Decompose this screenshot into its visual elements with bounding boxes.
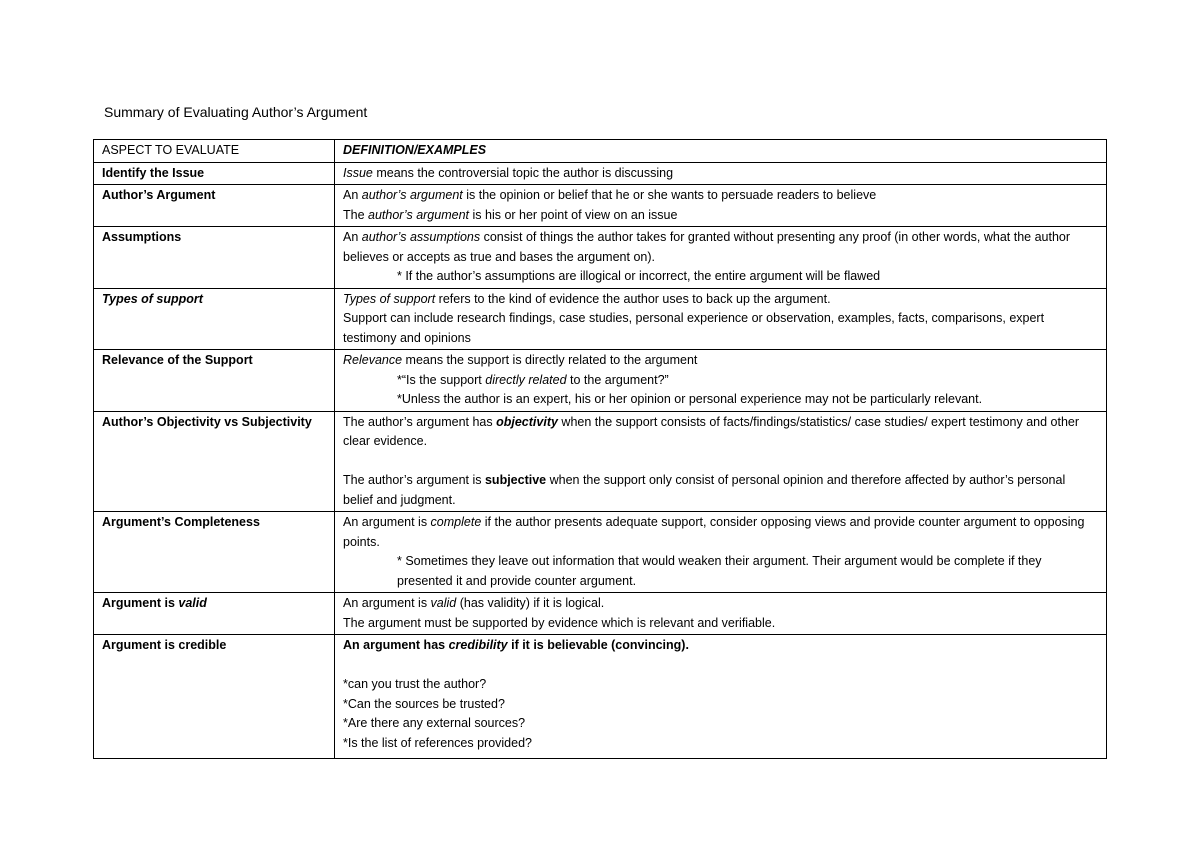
definition-cell: [335, 350, 1107, 412]
aspect-cell: [94, 593, 335, 635]
definition-cell: [335, 288, 1107, 350]
aspect-cell: Author’s Objectivity vs Subjectivity: [94, 411, 335, 512]
definition-text: An argument has: [343, 638, 449, 652]
header-definition: DEFINITION/EXAMPLES: [335, 140, 1107, 163]
question-text: *Is the list of references provided?: [343, 735, 532, 750]
document-title: Summary of Evaluating Author’s Argument: [104, 104, 368, 120]
definition-cell: [335, 411, 1107, 512]
definition-text: if the author presents adequate support, consider opposing views and provide counter argument to opposing points.: [343, 515, 1085, 549]
term: Types of support: [343, 291, 436, 306]
definition-text: when the support only consist of personal opinion and therefore affected by author’s personal belief and judgment.: [343, 473, 1066, 507]
definition-cell: [335, 512, 1107, 593]
table-row: [94, 227, 1107, 289]
question-text: *Are there any external sources?: [343, 716, 526, 730]
term: valid: [430, 596, 457, 610]
definition-text: means the support is directly related to the argument: [402, 353, 698, 367]
definition-text: means the controversial topic the author is discussing: [372, 165, 674, 180]
definition-text: An argument is: [343, 515, 431, 529]
table-row: [94, 512, 1107, 593]
term: complete: [430, 515, 482, 529]
evaluation-table: [93, 139, 1107, 759]
definition-text: Support can include research findings, case studies, personal experience or observation, examples, facts, comparisons, expert testimony and opinions: [343, 311, 1045, 345]
term: subjective: [484, 473, 547, 487]
definition-cell: [335, 635, 1107, 759]
term: directly related: [485, 372, 567, 387]
term: author’s argument: [368, 207, 470, 222]
table-row: [94, 162, 1107, 185]
definition-text: The author’s argument has: [343, 414, 497, 429]
term: valid: [178, 596, 207, 610]
definition-text: refers to the kind of evidence the author uses to back up the argument.: [435, 291, 831, 306]
aspect-text: Argument is: [102, 596, 179, 610]
table-header-row: [94, 140, 1107, 163]
definition-cell: [335, 185, 1107, 227]
term: Relevance: [343, 353, 403, 367]
aspect-cell: Author’s Argument: [94, 185, 335, 227]
definition-text: The argument must be supported by evidence which is relevant and verifiable.: [343, 615, 776, 630]
aspect-cell: Argument is credible: [94, 635, 335, 759]
aspect-cell: Argument’s Completeness: [94, 512, 335, 593]
bullet-note: * If the author’s assumptions are illogical or incorrect, the entire argument will be flawed: [397, 269, 881, 283]
table-row: [94, 635, 1107, 759]
term: author’s argument: [361, 188, 463, 202]
definition-text: An argument is: [343, 596, 431, 610]
definition-cell: [335, 593, 1107, 635]
definition-text: is the opinion or belief that he or she wants to persuade readers to believe: [462, 188, 877, 202]
definition-text: consist of things the author takes for granted without presenting any proof (in other words, what the author believes or accepts as true and bases the argument on).: [343, 230, 1071, 264]
table-row: [94, 593, 1107, 635]
definition-text: The: [343, 207, 369, 222]
question-text: *Can the sources be trusted?: [343, 696, 505, 711]
aspect-cell: Assumptions: [94, 227, 335, 289]
term: author’s assumptions: [361, 230, 481, 244]
table-row: [94, 411, 1107, 512]
question-text: *can you trust the author?: [343, 677, 487, 691]
definition-text: when the support consists of facts/findings/statistics/ case studies/ expert testimony and other clear evidence.: [343, 414, 1080, 448]
aspect-cell: Identify the Issue: [94, 162, 335, 185]
table-row: [94, 185, 1107, 227]
bullet-note: * Sometimes they leave out information that would weaken their argument. Their argument would be complete if they presented it and provide counter argument.: [397, 554, 1042, 588]
definition-text: (has validity) if it is logical.: [456, 596, 605, 610]
question-text: *“Is the support: [397, 372, 486, 387]
table-row: [94, 350, 1107, 412]
table-row: [94, 288, 1107, 350]
definition-text: if it is believable (convincing).: [507, 638, 689, 652]
definition-text: An: [343, 230, 362, 244]
definition-text: The author’s argument is: [343, 473, 485, 487]
question-text: to the argument?”: [566, 372, 669, 387]
definition-text: An: [343, 188, 362, 202]
note-text: *Unless the author is an expert, his or her opinion or personal experience may not be particularly relevant.: [397, 392, 983, 406]
term: Issue: [343, 165, 373, 180]
term: credibility: [448, 638, 508, 652]
definition-cell: [335, 162, 1107, 185]
header-aspect: ASPECT TO EVALUATE: [94, 140, 335, 163]
term: objectivity: [496, 414, 558, 429]
definition-text: is his or her point of view on an issue: [469, 207, 678, 222]
aspect-cell: Relevance of the Support: [94, 350, 335, 412]
definition-cell: [335, 227, 1107, 289]
aspect-cell: Types of support: [94, 288, 335, 350]
